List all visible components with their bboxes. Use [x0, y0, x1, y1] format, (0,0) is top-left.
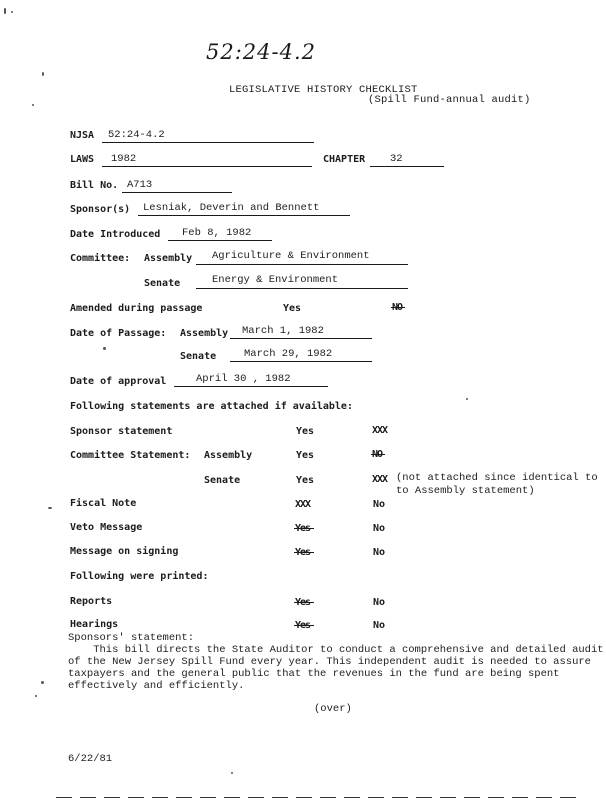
- committee-senate-note-line1: (not attached since identical to: [396, 472, 598, 484]
- hearings-label: Hearings: [70, 619, 119, 630]
- scan-speck: [103, 347, 106, 350]
- signing-message-no: No: [373, 547, 386, 558]
- committee-assembly-label: Assembly: [144, 253, 193, 264]
- bottom-dash: [440, 797, 456, 798]
- page-subtitle: (Spill Fund-annual audit): [368, 94, 531, 106]
- hearings-yes-struck: Yes: [295, 620, 311, 631]
- committee-statement-assembly-no-struck: NO: [372, 449, 383, 460]
- committee-assembly-underline: [196, 264, 408, 265]
- bottom-dash: [128, 797, 144, 798]
- scan-speck: [11, 11, 13, 13]
- sponsors-statement-heading: Sponsors' statement:: [68, 632, 195, 644]
- bottom-dash: [512, 797, 528, 798]
- bottom-dash: [344, 797, 360, 798]
- scan-speck: [35, 695, 37, 697]
- reports-no: No: [373, 597, 386, 608]
- committee-statement-assembly-label: Assembly: [204, 450, 253, 461]
- sponsors-underline: [138, 215, 350, 216]
- committee-senate-value: Energy & Environment: [212, 274, 339, 286]
- committee-senate-label: Senate: [144, 278, 181, 289]
- committee-statement-senate-label: Senate: [204, 475, 241, 486]
- printed-heading: Following were printed:: [70, 571, 209, 582]
- amended-yes: Yes: [283, 303, 302, 314]
- committee-statement-label: Committee Statement:: [70, 450, 191, 461]
- bottom-dash: [320, 797, 336, 798]
- sponsor-statement-yes: Yes: [296, 426, 315, 437]
- bill-number-value: A713: [127, 179, 153, 191]
- date-introduced-underline: [168, 240, 272, 241]
- fiscal-note-no: No: [373, 499, 386, 510]
- bottom-dash: [536, 797, 552, 798]
- laws-value: 1982: [111, 153, 137, 165]
- laws-label: LAWS: [70, 154, 95, 165]
- bottom-dash: [176, 797, 192, 798]
- statements-heading: Following statements are attached if available:: [70, 401, 353, 412]
- veto-message-label: Veto Message: [70, 522, 143, 533]
- signing-message-label: Message on signing: [70, 546, 179, 557]
- committee-statement-senate-no-struck: XXX: [372, 474, 388, 485]
- njsa-underline: [102, 142, 314, 143]
- committee-senate-underline: [196, 288, 408, 289]
- signing-yes-strike-line: [294, 552, 314, 553]
- hearings-no: No: [373, 620, 386, 631]
- approval-underline: [174, 386, 328, 387]
- passage-assembly-underline: [230, 338, 372, 339]
- scan-speck: [42, 72, 44, 76]
- over-note: (over): [314, 703, 352, 715]
- bill-number-underline: [122, 192, 232, 193]
- sponsors-label: Sponsor(s): [70, 204, 131, 215]
- bottom-dash: [104, 797, 120, 798]
- bottom-dash: [416, 797, 432, 798]
- bottom-dash: [152, 797, 168, 798]
- committee-senate-note-line2: to Assembly statement): [396, 485, 535, 497]
- sponsor-statement-label: Sponsor statement: [70, 426, 173, 437]
- scan-speck: [41, 681, 44, 684]
- chapter-label: CHAPTER: [323, 154, 366, 165]
- reports-yes-strike-line: [294, 602, 314, 603]
- date-introduced-label: Date Introduced: [70, 229, 161, 240]
- bottom-dash: [224, 797, 240, 798]
- scan-speck: [231, 772, 233, 774]
- njsa-value: 52:24-4.2: [108, 129, 165, 141]
- scan-speck: [466, 398, 468, 400]
- date-introduced-value: Feb 8, 1982: [182, 227, 252, 239]
- bottom-dash: [392, 797, 408, 798]
- amended-label: Amended during passage: [70, 303, 203, 314]
- sponsors-statement-line2: of the New Jersey Spill Fund every year. This independent audit is needed to assure: [68, 656, 591, 668]
- chapter-value: 32: [390, 153, 403, 165]
- passage-senate-value: March 29, 1982: [244, 348, 333, 360]
- sponsor-statement-no-struck: XXX: [372, 425, 388, 436]
- scan-mark: [4, 8, 6, 14]
- bottom-dash: [80, 797, 96, 798]
- sponsors-value: Lesniak, Deverin and Bennett: [143, 202, 320, 214]
- approval-value: April 30 , 1982: [196, 373, 291, 385]
- sponsors-statement-line1: This bill directs the State Auditor to conduct a comprehensive and detailed audit: [68, 644, 604, 656]
- approval-label: Date of approval: [70, 376, 167, 387]
- bottom-dash: [296, 797, 312, 798]
- bottom-dash: [368, 797, 384, 798]
- committee-label: Committee:: [70, 253, 131, 264]
- veto-yes-strike-line: [294, 528, 314, 529]
- passage-senate-underline: [230, 361, 372, 362]
- laws-underline: [102, 166, 312, 167]
- amended-no-struck: NO: [392, 302, 403, 313]
- passage-label: Date of Passage:: [70, 328, 167, 339]
- bottom-dash: [272, 797, 288, 798]
- passage-assembly-value: March 1, 1982: [242, 325, 324, 337]
- page-title: LEGISLATIVE HISTORY CHECKLIST: [229, 84, 418, 96]
- bottom-dash: [200, 797, 216, 798]
- bottom-dash: [56, 797, 72, 798]
- passage-senate-label: Senate: [180, 351, 217, 362]
- bottom-dash: [488, 797, 504, 798]
- handwritten-statute-number: 52:24-4.2: [206, 40, 317, 64]
- chapter-underline: [370, 166, 444, 167]
- bottom-dash: [464, 797, 480, 798]
- passage-assembly-label: Assembly: [180, 328, 229, 339]
- bottom-dash: [560, 797, 576, 798]
- bill-number-label: Bill No.: [70, 180, 119, 191]
- committee-statement-senate-yes: Yes: [296, 475, 315, 486]
- form-date: 6/22/81: [68, 753, 113, 765]
- scan-speck: [48, 507, 52, 509]
- amended-no-strike-line: [391, 307, 405, 308]
- reports-label: Reports: [70, 596, 113, 607]
- committee-assembly-no-strike-line: [371, 454, 385, 455]
- reports-yes-struck: Yes: [295, 597, 311, 608]
- sponsors-statement-line3: taxpayers and the general public that the revenues in the fund are being spent: [68, 668, 560, 680]
- committee-assembly-value: Agriculture & Environment: [212, 250, 370, 262]
- scan-speck: [32, 104, 34, 106]
- signing-message-yes-struck: Yes: [295, 547, 311, 558]
- njsa-label: NJSA: [70, 130, 95, 141]
- hearings-yes-strike-line: [294, 625, 314, 626]
- veto-message-yes-struck: Yes: [295, 523, 311, 534]
- fiscal-note-yes-struck: XXX: [295, 499, 311, 510]
- fiscal-note-label: Fiscal Note: [70, 498, 137, 509]
- veto-message-no: No: [373, 523, 386, 534]
- bottom-dash: [248, 797, 264, 798]
- committee-statement-assembly-yes: Yes: [296, 450, 315, 461]
- sponsors-statement-line4: effectively and efficiently.: [68, 680, 245, 692]
